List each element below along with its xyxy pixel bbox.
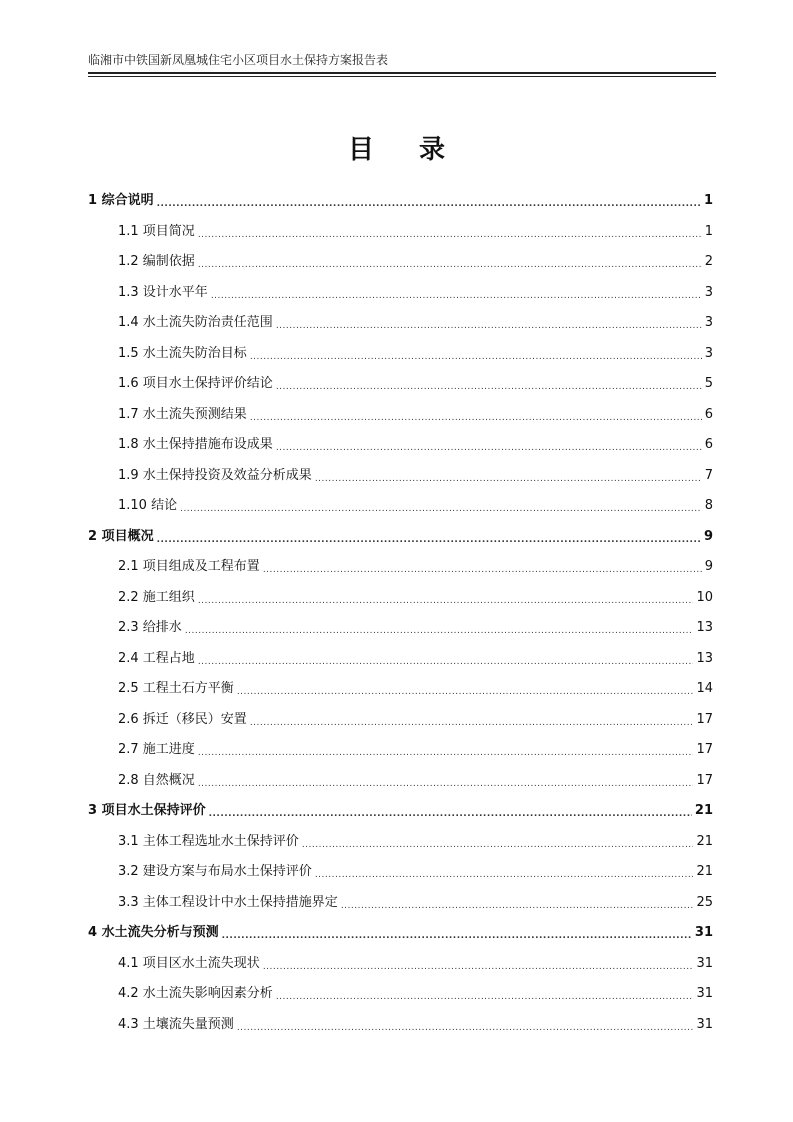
- toc-page-number: 31: [696, 986, 713, 1001]
- toc-dot-leader: [315, 472, 702, 486]
- toc-entry-label: 3.1 主体工程选址水土保持评价: [118, 833, 299, 849]
- toc-entry-label: 3.2 建设方案与布局水土保持评价: [118, 864, 312, 879]
- toc-dot-leader: [341, 899, 694, 913]
- toc-dot-leader: [185, 624, 694, 638]
- toc-entry-label: 3 项目水土保持评价: [88, 803, 206, 818]
- toc-section-entry[interactable]: [118, 222, 713, 242]
- toc-section-entry[interactable]: [118, 832, 713, 852]
- toc-section-entry[interactable]: [118, 344, 713, 364]
- toc-dot-leader: [209, 807, 692, 821]
- toc-page-number: 6: [704, 406, 713, 422]
- toc-entry-label: 1.4 水土流失防治责任范围: [118, 315, 273, 330]
- toc-entry-label: 2.3 给排水: [118, 620, 182, 635]
- toc-chapter-entry[interactable]: [88, 801, 713, 821]
- toc-entry-label: 1.10 结论: [118, 498, 178, 513]
- toc-page-number: 21: [696, 864, 713, 879]
- toc-dot-leader: [315, 868, 694, 882]
- toc-dot-leader: [276, 319, 702, 333]
- toc-section-entry[interactable]: [118, 557, 713, 577]
- toc-entry-label: 2.2 施工组织: [118, 589, 195, 605]
- toc-section-entry[interactable]: [118, 649, 713, 669]
- toc-page-number: 17: [696, 711, 713, 727]
- toc-page-number: 3: [704, 315, 713, 330]
- toc-dot-leader: [180, 502, 702, 516]
- toc-section-entry[interactable]: [118, 1015, 713, 1035]
- toc-dot-leader: [198, 655, 694, 669]
- toc-entry-label: 1.7 水土流失预测结果: [118, 406, 247, 422]
- toc-section-entry[interactable]: [118, 740, 713, 760]
- toc-entry-label: 1.9 水土保持投资及效益分析成果: [118, 467, 312, 483]
- toc-dot-leader: [250, 716, 694, 730]
- toc-page-number: 14: [696, 681, 713, 696]
- toc-entry-label: 4.1 项目区水土流失现状: [118, 955, 260, 971]
- toc-dot-leader: [250, 350, 702, 364]
- toc-dot-leader: [198, 746, 694, 760]
- toc-dot-leader: [198, 777, 694, 791]
- toc-section-entry[interactable]: [118, 862, 713, 882]
- toc-dot-leader: [211, 289, 702, 303]
- toc-page-number: 2: [704, 254, 713, 269]
- toc-page-number: 3: [704, 345, 713, 361]
- toc-page-number: 10: [696, 589, 713, 605]
- toc-entry-label: 2.6 拆迁（移民）安置: [118, 711, 247, 727]
- toc-page-number: 7: [704, 467, 713, 483]
- toc-entry-label: 4.3 土壤流失量预测: [118, 1016, 234, 1032]
- toc-page-number: 13: [696, 620, 713, 635]
- toc-entry-label: 2.8 自然概况: [118, 772, 195, 788]
- toc-section-entry[interactable]: [118, 313, 713, 333]
- toc-section-entry[interactable]: [118, 374, 713, 394]
- toc-dot-leader: [198, 594, 694, 608]
- toc-chapter-entry[interactable]: [88, 527, 713, 547]
- toc-page-number: 21: [694, 803, 713, 818]
- toc-dot-leader: [276, 441, 702, 455]
- toc-dot-leader: [222, 929, 692, 943]
- toc-dot-leader: [263, 960, 694, 974]
- toc-dot-leader: [276, 380, 702, 394]
- toc-entry-label: 1.2 编制依据: [118, 254, 195, 269]
- toc-entry-label: 1.3 设计水平年: [118, 284, 208, 300]
- toc-section-entry[interactable]: [118, 496, 713, 516]
- toc-dot-leader: [157, 197, 701, 211]
- toc-section-entry[interactable]: [118, 252, 713, 272]
- toc-entry-label: 3.3 主体工程设计中水土保持措施界定: [118, 894, 338, 910]
- toc-entry-label: 2.1 项目组成及工程布置: [118, 559, 260, 574]
- toc-section-entry[interactable]: [118, 466, 713, 486]
- toc-entry-label: 1.1 项目简况: [118, 223, 195, 239]
- toc-page-number: 17: [696, 772, 713, 788]
- toc-section-entry[interactable]: [118, 710, 713, 730]
- toc-section-entry[interactable]: [118, 954, 713, 974]
- toc-section-entry[interactable]: [118, 771, 713, 791]
- toc-section-entry[interactable]: [118, 618, 713, 638]
- toc-entry-label: 4 水土流失分析与预测: [88, 925, 219, 940]
- header-rule-thick: [88, 72, 716, 74]
- toc-dot-leader: [198, 258, 702, 272]
- toc-entry-label: 2.5 工程土石方平衡: [118, 681, 234, 696]
- toc-entry-label: 2 项目概况: [88, 528, 154, 544]
- toc-page-number: 5: [704, 376, 713, 391]
- toc-page-number: 25: [696, 894, 713, 910]
- toc-chapter-entry[interactable]: [88, 923, 713, 943]
- toc-dot-leader: [263, 563, 702, 577]
- toc-entry-label: 1.5 水土流失防治目标: [118, 345, 247, 361]
- toc-entry-label: 2.4 工程占地: [118, 650, 195, 666]
- toc-page-number: 9: [704, 559, 713, 574]
- toc-entry-label: 1 综合说明: [88, 193, 154, 208]
- toc-section-entry[interactable]: [118, 984, 713, 1004]
- toc-entry-label: 1.6 项目水土保持评价结论: [118, 376, 273, 391]
- toc-section-entry[interactable]: [118, 405, 713, 425]
- toc-section-entry[interactable]: [118, 893, 713, 913]
- toc-page-number: 3: [704, 284, 713, 300]
- toc-page-number: 1: [704, 223, 713, 239]
- toc-page-number: 1: [703, 193, 713, 208]
- toc-page-number: 31: [694, 925, 713, 940]
- toc-chapter-entry[interactable]: [88, 191, 713, 211]
- toc-page-number: 13: [696, 650, 713, 666]
- toc-page-number: 31: [696, 955, 713, 971]
- header-rule-thin: [88, 76, 716, 77]
- toc-entry-label: 4.2 水土流失影响因素分析: [118, 986, 273, 1001]
- toc-entry-label: 2.7 施工进度: [118, 742, 195, 757]
- toc-page-number: 31: [696, 1016, 713, 1032]
- toc-dot-leader: [276, 990, 694, 1004]
- toc-page-number: 17: [696, 742, 713, 757]
- toc-dot-leader: [157, 533, 701, 547]
- toc-entry-label: 1.8 水土保持措施布设成果: [118, 437, 273, 452]
- toc-dot-leader: [237, 685, 694, 699]
- page-header: 临湘市中铁国新凤凰城住宅小区项目水土保持方案报告表: [88, 53, 389, 67]
- toc-section-entry[interactable]: [118, 283, 713, 303]
- toc-section-entry[interactable]: [118, 588, 713, 608]
- toc-page-number: 6: [704, 437, 713, 452]
- toc-dot-leader: [302, 838, 694, 852]
- toc-page-number: 9: [703, 528, 713, 544]
- toc-page-number: 8: [704, 498, 713, 513]
- toc-page-number: 21: [696, 833, 713, 849]
- toc-dot-leader: [250, 411, 702, 425]
- toc-dot-leader: [237, 1021, 694, 1035]
- toc-section-entry[interactable]: [118, 435, 713, 455]
- toc-dot-leader: [198, 228, 702, 242]
- page-title: 目 录: [347, 135, 464, 165]
- toc-section-entry[interactable]: [118, 679, 713, 699]
